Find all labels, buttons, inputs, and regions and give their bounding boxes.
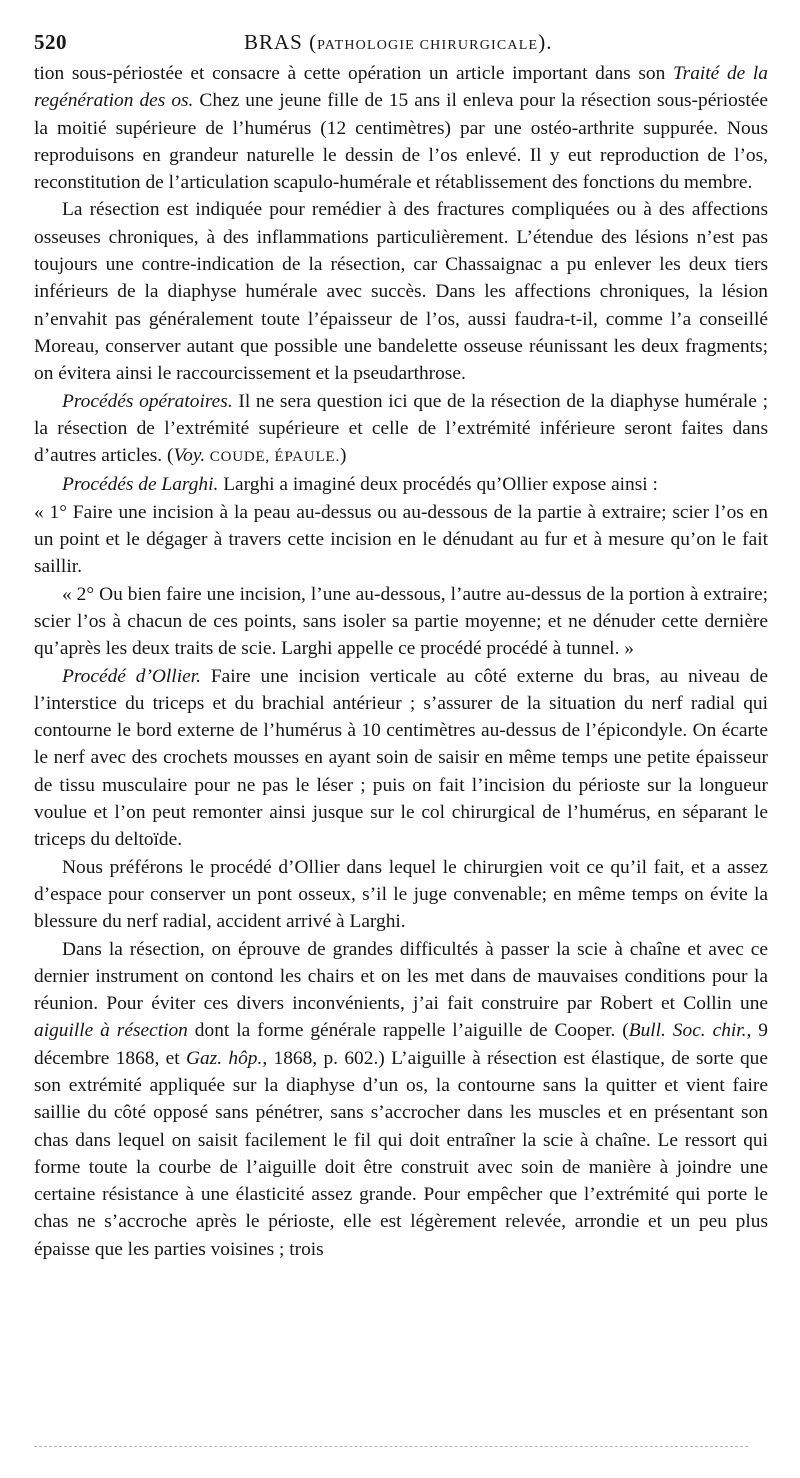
section-heading-italic: Procédés de Larghi.: [62, 474, 219, 496]
citation-italic: Gaz. hôp.: [185, 1047, 263, 1069]
paragraph-indications: La résection est indiquée pour remédier à des fractures compliquées ou à des affections osseuses chroniques, à des inflammations particulièrement. L’étendue des lésions n’est pas toujours une contre-indication de la résection, car Chassaignac a pu enlever les deux tiers inférieurs de la diaphyse humérale avec succès. Dans les affections chroniques, la lésion n’envahit pas généralement toute l’épaisseur de l’os, aussi faudra-t-il, comme l’a conseillé Moreau, conserver autant que possible une bandelette osseuse réunissant les deux fragments; on évitera ainsi le raccourcissement et la pseudarthrose.: [34, 199, 768, 385]
paragraph-procedes-larghi: [34, 471, 768, 498]
instrument-name-italic: aiguille à résection: [34, 1020, 188, 1042]
citation-italic: Bull. Soc. chir.: [628, 1020, 747, 1042]
running-header: [34, 26, 768, 60]
text-run: , 9 décembre 1868, et: [34, 1020, 768, 1069]
page: [34, 26, 768, 1263]
section-heading-italic: Procédé d’Ollier.: [62, 665, 201, 687]
text-run: tion sous-périostée et consacre à cette opération un article important dans son: [34, 63, 673, 84]
page-bottom-rule: [34, 1446, 748, 1447]
running-title-subtitle: PATHOLOGIE CHIRURGICALE: [317, 38, 539, 53]
page-number: 520: [34, 30, 67, 54]
voy-italic: Voy.: [173, 445, 206, 467]
running-title-main: BRAS (: [244, 30, 318, 54]
section-heading-italic: Procédés opératoires.: [62, 390, 233, 412]
paragraph-larghi-second: « 2° Ou bien faire une incision, l’une au-dessous, l’autre au-dessus de la portion à extraire; scier l’os à chacun de ces points, sans isoler sa partie moyenne; et ne dénuder cette dernière qu’après les deux traits de scie. Larghi appelle ce procédé procédé à tunnel. »: [34, 583, 768, 660]
running-title-end: ).: [538, 30, 553, 54]
paragraph-aiguille-resection: [34, 936, 768, 1264]
text-run: Faire une incision verticale au côté externe du bras, au niveau de l’interstice du triceps et du brachial antérieur ; s’assurer de la situation du nerf radial qui contourne le bord externe de l’humérus à 10 centimètres au-dessus de l’épicondyle. On écarte le nerf avec des crochets mousses en ayant soin de saisir en même temps une petite épaisseur de tissu musculaire pour ne pas le léser ; puis on fait l’incision du périoste sur la longueur voulue et l’on peut remonter ainsi jusque sur le col chirurgical de l’humérus, en séparant le triceps du deltoïde.: [34, 665, 768, 851]
text-run: dont la forme générale rappelle l’aiguille de Cooper. (: [187, 1020, 629, 1042]
text-run: Il ne sera question ici que de la résection de la diaphyse humérale ; la résection de l’extrémité supérieure et celle de l’extrémité inférieure seront faites dans d’autres articles. (: [34, 390, 768, 467]
paragraph-continuation: [34, 60, 768, 196]
text-run: Dans la résection, on éprouve de grandes difficultés à passer la scie à chaîne et avec ce dernier instrument on contond les chairs et on les met dans de mauvaises conditions pour la réunion. Pour éviter ces divers inconvénients, j’ai fait construire par Robert et Collin une: [34, 938, 768, 1015]
text-run: Larghi a imaginé deux procédés qu’Ollier expose ainsi :: [218, 474, 658, 496]
paragraph-procedes-operatoires: [34, 388, 768, 472]
text-run: , 1868, p. 602.) L’aiguille à résection est élastique, de sorte que son extrémité appliquée sur la diaphyse d’un os, la contourne sans la quitter et vient faire saillie du côté opposé sans pénétrer, sans s’accrocher dans les muscles et en présentant son chas dans lequel on saisit facilement le fil qui doit entraîner la scie à chaîne. Le ressort qui forme toute la courbe de l’aiguille doit être construit avec soin de manière à joindre une certaine résistance à une élasticité assez grande. Pour empêcher que l’extrémité qui porte le chas ne s’accroche après le périoste, elle est légèrement relevée, arrondie et un peu plus épaisse que les parties voisines ; trois: [34, 1047, 768, 1260]
body-text: [34, 60, 768, 1263]
text-run: ): [340, 445, 347, 467]
paragraph-larghi-first: « 1° Faire une incision à la peau au-dessus ou au-dessous de la partie à extraire; scier l’os en un point et le dégager à travers cette incision en le dénudant au fur et à mesure qu’on le fait saillir.: [34, 501, 768, 578]
text-run: Chez une jeune fille de 15 ans il enleva pour la résection sous-périostée la moitié supérieure de l’humérus (12 centimètres) par une ostéo-arthrite suppurée. Nous reproduisons en grandeur naturelle le dessin de l’os enlevé. Il y eut reproduction de l’os, reconstitution de l’articulation scapulo-humérale et rétablissement des fonctions du membre.: [34, 90, 768, 194]
paragraph-preference: Nous préférons le procédé d’Ollier dans lequel le chirurgien voit ce qu’il fait, et a assez d’espace pour conserver un pont osseux, s’il le juge convenable; en même temps on évite la blessure du nerf radial, accident arrivé à Larghi.: [34, 856, 768, 933]
cross-references: COUDE, ÉPAULE.: [205, 449, 341, 466]
book-title-italic: Traité de la regénération des os.: [34, 63, 768, 112]
running-title: [244, 30, 553, 55]
paragraph-procede-ollier: [34, 663, 768, 854]
